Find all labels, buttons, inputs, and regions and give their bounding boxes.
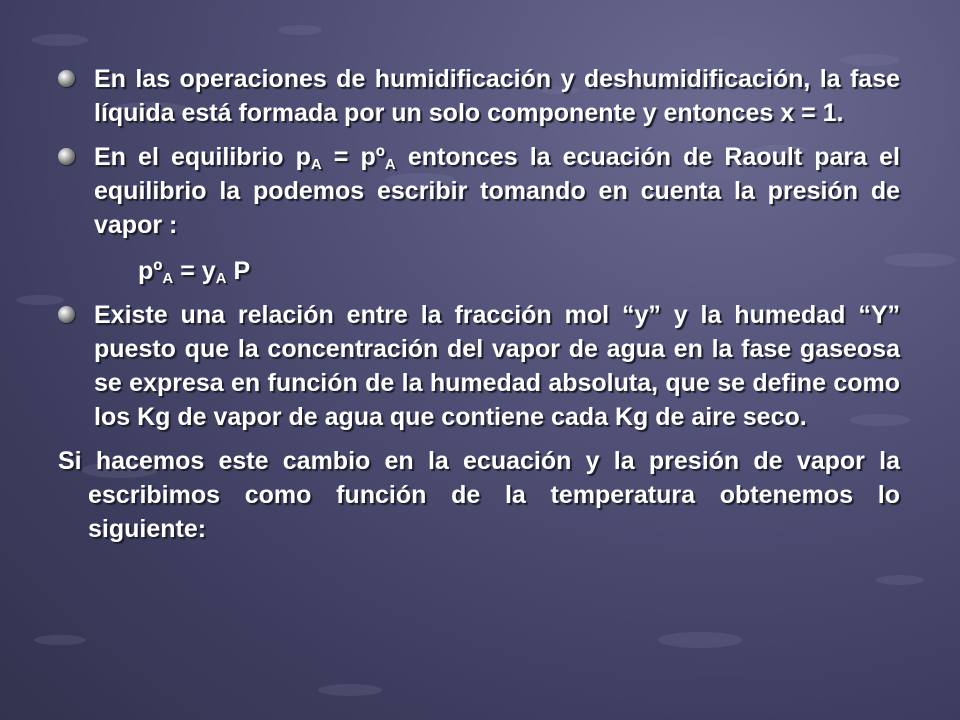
bullet-text-1: En las operaciones de humidificación y deshumidificación, la fase líquida está formada por un solo componente y entonces x = 1. (94, 65, 900, 127)
bullet-text-2c: entonces la ecuación de Raoult para el equilibrio la podemos escribir tomando en cuenta la presión de vapor : (94, 143, 900, 239)
bullet-text-2b: = pº (321, 143, 385, 171)
subscript-a: A (310, 156, 322, 173)
formula-part-3: P (226, 257, 251, 285)
formula-part-2: = y (173, 257, 216, 285)
subscript-a: A (215, 270, 227, 287)
bullet-sphere-icon (58, 70, 75, 87)
bullet-paragraph-3 (58, 298, 900, 434)
bullet-paragraph-2 (58, 140, 900, 242)
formula-part-1: pº (138, 257, 163, 285)
bullet-sphere-icon (58, 148, 75, 165)
bullet-paragraph-1 (58, 62, 900, 130)
slide-content (58, 62, 900, 546)
closing-paragraph: Si hacemos este cambio en la ecuación y la presión de vapor la escribimos como función de la temperatura obtenemos lo siguiente: (58, 447, 900, 543)
bullet-text-3: Existe una relación entre la fracción mol “y” y la humedad “Y” puesto que la concentración del vapor de agua en la fase gaseosa se expresa en función de la humedad absoluta, que se define como los Kg de vapor de agua que contiene cada Kg de aire seco. (94, 301, 900, 431)
subscript-a: A (162, 270, 174, 287)
bullet-sphere-icon (58, 306, 75, 323)
bullet-text-2a: En el equilibrio p (94, 143, 311, 171)
raoult-formula (58, 254, 900, 288)
subscript-a: A (384, 156, 396, 173)
